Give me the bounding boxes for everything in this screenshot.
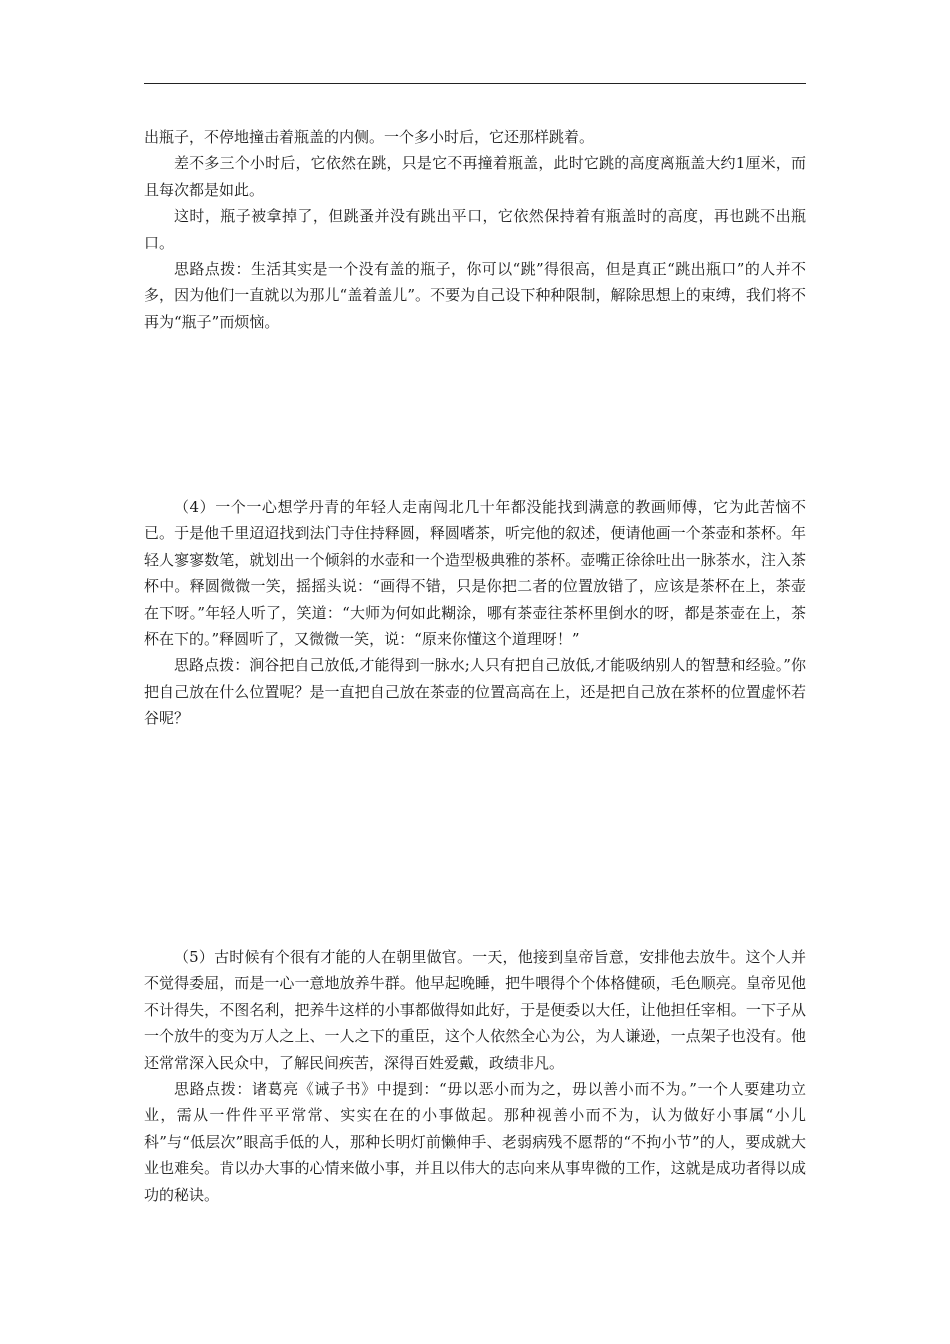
paragraph: 出瓶子，不停地撞击着瓶盖的内侧。一个多小时后，它还那样跳着。: [144, 128, 595, 146]
cowherd-official-story: [144, 944, 806, 1208]
paragraph: （4）一个一心想学丹青的年轻人走南闯北几十年都没能找到满意的教画师傅，它为此苦恼不已。于是他千里迢迢找到法门寺住持释圆，释圆嗜茶，听完他的叙述，便请他画一个茶壶和茶杯。年轻人寥寥数笔，就划出一个倾斜的水壶和一个造型极典雅的茶杯。壶嘴正徐徐吐出一脉茶水，注入茶杯中。释圆微微一笑，摇摇头说：“画得不错，只是你把二者的位置放错了，应该是茶杯在上，茶壶在下呀。”年轻人听了，笑道：“大师为何如此糊涂，哪有茶壶往茶杯里倒水的呀，都是茶壶在上，茶杯在下的。”释圆听了，又微微一笑，说：“原来你懂这个道理呀！”: [144, 498, 806, 649]
insight-paragraph: 思路点拨：诸葛亮《诫子书》中提到：“毋以恶小而为之，毋以善小而不为。”一个人要建功立业，需从一件件平平常常、实实在在的小事做起。那种视善小而不为，认为做好小事属“小儿科”与“低层次”眼高手低的人，那种长明灯前懒伸手、老弱病残不愿帮的“不拘小节”的人，要成就大业也难矣。肯以办大事的心情来做小事，并且以伟大的志向来从事卑微的工作，这就是成功者得以成功的秘诀。: [144, 1080, 806, 1204]
insight-paragraph: 思路点拨：生活其实是一个没有盖的瓶子，你可以“跳”得很高，但是真正“跳出瓶口”的人并不多，因为他们一直就以为那儿“盖着盖儿”。不要为自己设下种种限制，解除思想上的束缚，我们将不再为“瓶子”而烦恼。: [144, 260, 806, 331]
insight-paragraph: 思路点拨：涧谷把自己放低,才能得到一脉水;人只有把自己放低,才能吸纳别人的智慧和经验。”你把自己放在什么位置呢？是一直把自己放在茶壶的位置高高在上，还是把自己放在茶杯的位置虚怀若谷呢？: [144, 656, 806, 728]
paragraph: 这时，瓶子被拿掉了，但跳蚤并没有跳出平口，它依然保持着有瓶盖时的高度，再也跳不出瓶口。: [144, 207, 806, 252]
teapot-story: [144, 494, 806, 732]
paragraph: 差不多三个小时后，它依然在跳，只是它不再撞着瓶盖，此时它跳的高度离瓶盖大约1厘米，而且每次都是如此。: [144, 154, 806, 199]
header-rule: [144, 83, 806, 84]
paragraph: （5）古时候有个很有才能的人在朝里做官。一天，他接到皇帝旨意，安排他去放牛。这个人并不觉得委屈，而是一心一意地放养牛群。他早起晚睡，把牛喂得个个体格健硕，毛色顺亮。皇帝见他不计得失，不图名利，把养牛这样的小事都做得如此好，于是便委以大任，让他担任宰相。一下子从一个放牛的变为万人之上、一人之下的重臣，这个人依然全心为公，为人谦逊，一点架子也没有。他还常常深入民众中，了解民间疾苦，深得百姓爱戴，政绩非凡。: [144, 948, 806, 1072]
flea-story-continuation: [144, 124, 806, 335]
